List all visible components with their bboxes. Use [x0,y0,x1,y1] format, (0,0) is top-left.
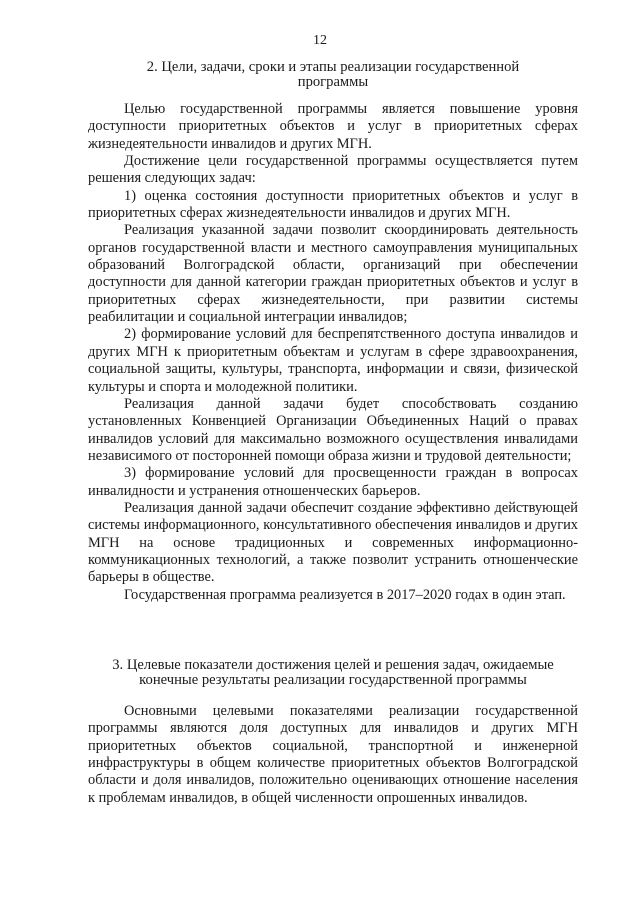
paragraph-task-1: 1) оценка состояния доступности приоритетных объектов и услуг в приоритетных сферах жизнедеятельности инвалидов и других МГН. [88,187,578,222]
paragraph-task-3-result: Реализация данной задачи обеспечит создание эффективно действующей системы информационного, консультативного обеспечения инвалидов и других МГН на основе традиционных и современных информационно-коммуникационных технологий, а также позволит устранить отношенческие барьеры в обществе. [88,499,578,586]
page-number: 12 [313,33,327,48]
section-2-heading [88,60,578,90]
section-3-heading-line-2: конечные результаты реализации государственной программы [139,672,527,688]
paragraph-task-2: 2) формирование условий для беспрепятственного доступа инвалидов и других МГН к приоритетным объектам и услугам в сфере здравоохранения, социальной защиты, культуры, транспорта, информации и связи, физической культуры и спорта и молодежной политики. [88,326,578,395]
section-2-body [88,101,578,604]
section-2-heading-line-2: программы [297,74,369,90]
paragraph-timeline: Государственная программа реализуется в 2017–2020 годах в один этап. [124,586,566,603]
paragraph-task-3: 3) формирование условий для просвещенности граждан в вопросах инвалидности и устранения отношенческих барьеров. [88,465,578,499]
paragraph-task-1-result: Реализация указанной задачи позволит скоординировать деятельность органов государственной власти и местного самоуправления муниципальных образований Волгоградской области, организаций при обеспечении доступности для данной категории граждан приоритетных объектов и услуг в приоритетных сферах жизнедеятельности, при развитии системы реабилитации и социальной интеграции инвалидов; [88,222,578,326]
section-3-body [88,703,578,807]
section-3-heading-line-1: 3. Целевые показатели достижения целей и решения задач, ожидаемые [112,657,554,673]
paragraph-task-2-result: Реализация данной задачи будет способствовать созданию установленных Конвенцией Организации Объединенных Наций о правах инвалидов условий для максимально возможного осуществления инвалидами независимого от посторонней помощи образа жизни и трудовой деятельности; [88,395,578,464]
section-2-heading-line-1: 2. Цели, задачи, сроки и этапы реализации государственной [146,59,520,75]
section-3-heading [88,658,578,688]
paragraph-target-indicators: Основными целевыми показателями реализации государственной программы являются доля доступных для инвалидов и других МГН приоритетных объектов социальной, транспортной и инженерной инфраструктуры в общем количестве приоритетных объектов Волгоградской области и доля инвалидов, положительно оценивающих отношение населения к проблемам инвалидов, в общей численности опрошенных инвалидов. [88,703,578,806]
paragraph-tasks-intro: Достижение цели государственной программы осуществляется путем решения следующих задач: [88,153,578,187]
paragraph-goal: Целью государственной программы является повышение уровня доступности приоритетных объектов и услуг в приоритетных сферах жизнедеятельности инвалидов и других МГН. [88,101,578,152]
